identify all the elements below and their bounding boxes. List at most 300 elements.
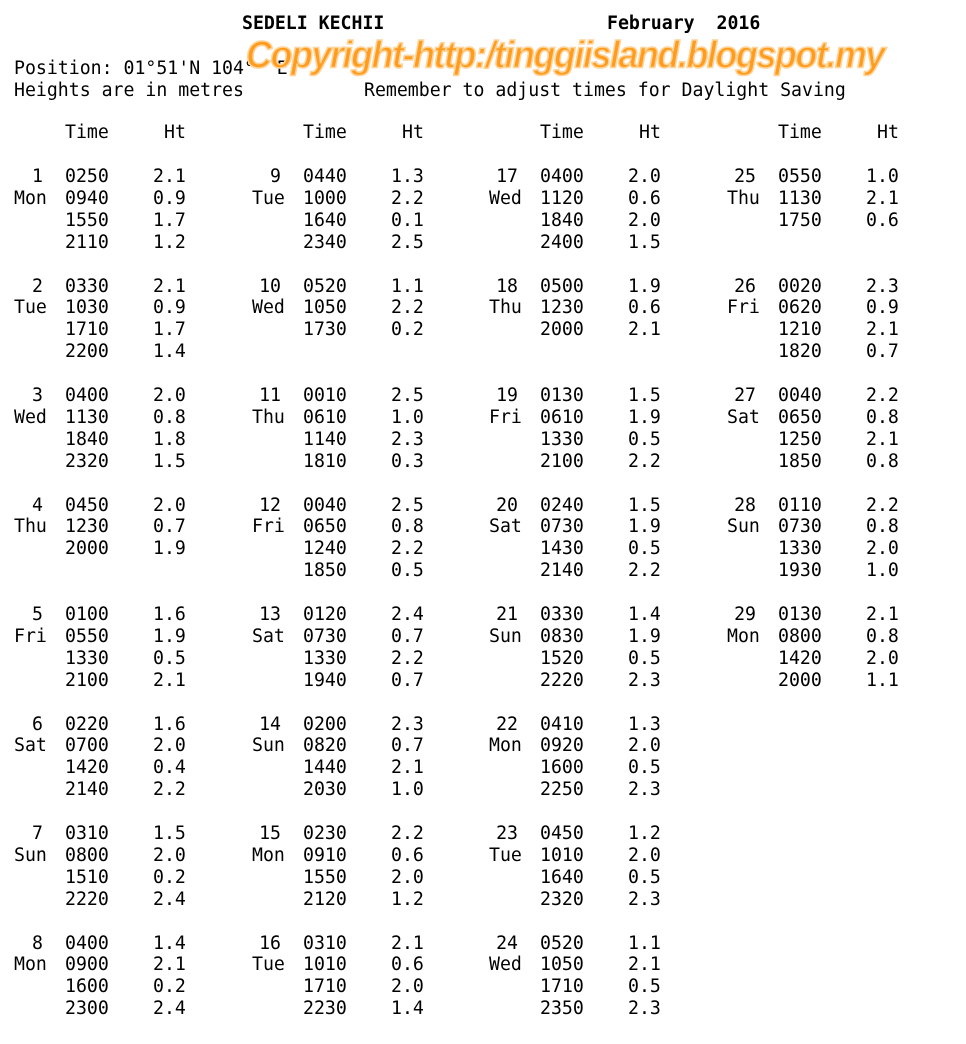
tide-height: 2.0: [391, 866, 424, 888]
column-header-time: Time: [540, 122, 584, 143]
tide-time: 1850: [778, 450, 822, 472]
tide-height: 2.3: [391, 428, 424, 450]
tide-height: 0.5: [628, 647, 661, 669]
tide-time: 1840: [65, 428, 109, 450]
tide-time: 0310: [65, 823, 109, 844]
weekday-label: Sat: [727, 406, 760, 428]
tide-time: 0130: [778, 604, 822, 625]
tide-height: 1.4: [391, 998, 424, 1020]
tide-height: 2.3: [391, 713, 424, 735]
weekday-label: Wed: [14, 406, 47, 428]
tide-height: 1.3: [391, 166, 424, 187]
day-number: 4: [32, 494, 43, 516]
tide-height: 2.0: [153, 494, 186, 516]
day-number: 15: [259, 823, 281, 844]
tide-height: 2.5: [391, 231, 424, 253]
tide-time: 1820: [778, 341, 822, 363]
day-block: [14, 604, 234, 692]
tide-height: 2.1: [153, 954, 186, 976]
tide-time: 2140: [540, 560, 584, 582]
tide-time: 2220: [540, 669, 584, 691]
tide-height: 1.9: [628, 516, 661, 538]
tide-height: 0.8: [866, 406, 899, 428]
tide-time: 1050: [303, 297, 347, 319]
day-number: 1: [32, 166, 43, 187]
tide-height: 2.3: [628, 669, 661, 691]
day-number: 12: [259, 494, 281, 516]
tide-height: 2.2: [153, 779, 186, 801]
tide-time: 0200: [303, 713, 347, 735]
tide-height: 2.1: [866, 428, 899, 450]
weekday-label: Tue: [14, 297, 47, 319]
weekday-label: Tue: [489, 844, 522, 866]
tide-time: 0220: [65, 713, 109, 735]
tide-time: 2110: [65, 231, 109, 253]
day-block: [252, 604, 472, 692]
daylight-saving-note: Remember to adjust times for Daylight Saving: [364, 80, 846, 101]
day-number: 16: [259, 932, 281, 954]
tide-height: 2.0: [628, 209, 661, 231]
day-block: [14, 166, 234, 254]
weekday-label: Sun: [489, 625, 522, 647]
tide-height: 1.9: [153, 625, 186, 647]
weekday-label: Fri: [727, 297, 760, 319]
tide-height: 0.8: [866, 450, 899, 472]
day-block: [489, 495, 709, 583]
tide-height: 0.9: [153, 187, 186, 209]
tide-height: 1.1: [866, 669, 899, 691]
station-name: SEDELI KECHII: [242, 13, 385, 34]
day-block: [727, 166, 947, 254]
tide-height: 2.0: [628, 166, 661, 187]
day-block: [252, 385, 472, 473]
tide-time: 2400: [540, 231, 584, 253]
tide-time: 0330: [65, 275, 109, 297]
tide-time: 0650: [303, 516, 347, 538]
tide-time: 0110: [778, 494, 822, 516]
tide-height: 0.6: [628, 297, 661, 319]
tide-height: 2.1: [153, 669, 186, 691]
day-number: 26: [734, 275, 756, 297]
tide-time: 0520: [540, 932, 584, 954]
day-block: [727, 495, 947, 583]
tide-height: 1.2: [628, 823, 661, 844]
weekday-label: Mon: [14, 187, 47, 209]
tide-height: 2.0: [866, 647, 899, 669]
tide-time: 0450: [65, 494, 109, 516]
tide-height: 0.9: [866, 297, 899, 319]
weekday-label: Sat: [489, 516, 522, 538]
tide-height: 2.0: [153, 735, 186, 757]
weekday-label: Mon: [727, 625, 760, 647]
tide-height: 2.1: [391, 932, 424, 954]
tide-time: 1430: [540, 538, 584, 560]
tide-height: 2.1: [153, 166, 186, 187]
weekday-label: Mon: [489, 735, 522, 757]
tide-height: 2.1: [866, 604, 899, 625]
tide-time: 1550: [65, 209, 109, 231]
tide-time: 0450: [540, 823, 584, 844]
tide-time: 1810: [303, 450, 347, 472]
tide-height: 1.9: [153, 538, 186, 560]
tide-height: 2.3: [628, 998, 661, 1020]
day-number: 21: [496, 604, 518, 625]
tide-time: 0240: [540, 494, 584, 516]
day-block: [489, 604, 709, 692]
weekday-label: Sun: [252, 735, 285, 757]
tide-height: 1.8: [153, 428, 186, 450]
column-header-time: Time: [778, 122, 822, 143]
tide-height: 2.5: [391, 385, 424, 406]
tide-height: 1.4: [153, 932, 186, 954]
tide-height: 2.1: [866, 319, 899, 341]
tide-height: 1.9: [628, 275, 661, 297]
tide-time: 1210: [778, 319, 822, 341]
day-number: 20: [496, 494, 518, 516]
tide-time: 0550: [65, 625, 109, 647]
day-number: 5: [32, 604, 43, 625]
tide-height: 2.0: [153, 385, 186, 406]
tide-height: 0.5: [628, 976, 661, 998]
tide-height: 0.6: [391, 844, 424, 866]
tide-height: 0.7: [153, 516, 186, 538]
tide-time: 0610: [540, 406, 584, 428]
weekday-label: Sun: [727, 516, 760, 538]
tide-time: 1710: [540, 976, 584, 998]
tide-height: 0.3: [391, 450, 424, 472]
tide-height: 0.5: [391, 560, 424, 582]
day-number: 13: [259, 604, 281, 625]
tide-time: 2000: [65, 538, 109, 560]
tide-time: 1520: [540, 647, 584, 669]
tide-height: 1.1: [391, 275, 424, 297]
tide-height: 0.4: [153, 757, 186, 779]
tide-time: 1330: [65, 647, 109, 669]
tide-time: 2220: [65, 888, 109, 910]
day-block: [14, 495, 234, 583]
tide-height: 0.2: [391, 319, 424, 341]
day-number: 18: [496, 275, 518, 297]
tide-height: 1.4: [628, 604, 661, 625]
day-number: 7: [32, 823, 43, 844]
tide-time: 0940: [65, 187, 109, 209]
weekday-label: Thu: [489, 297, 522, 319]
day-number: 28: [734, 494, 756, 516]
day-block: [489, 385, 709, 473]
tide-time: 1140: [303, 428, 347, 450]
tide-time: 1030: [65, 297, 109, 319]
weekday-label: Fri: [252, 516, 285, 538]
tide-time: 0620: [778, 297, 822, 319]
tide-height: 1.0: [866, 560, 899, 582]
tide-time: 0820: [303, 735, 347, 757]
tide-height: 1.7: [153, 319, 186, 341]
day-block: [727, 604, 947, 692]
tide-time: 1330: [303, 647, 347, 669]
tide-time: 0020: [778, 275, 822, 297]
tide-time: 1850: [303, 560, 347, 582]
tide-time: 0800: [778, 625, 822, 647]
tide-time: 0230: [303, 823, 347, 844]
tide-time: 2030: [303, 779, 347, 801]
tide-height: 1.2: [391, 888, 424, 910]
day-number: 29: [734, 604, 756, 625]
tide-time: 0800: [65, 844, 109, 866]
tide-time: 2340: [303, 231, 347, 253]
day-number: 27: [734, 385, 756, 406]
tide-height: 2.2: [628, 560, 661, 582]
tide-time: 1230: [65, 516, 109, 538]
tide-height: 0.6: [391, 954, 424, 976]
month-year: February 2016: [607, 13, 761, 34]
tide-time: 2300: [65, 998, 109, 1020]
day-block: [252, 823, 472, 911]
day-block: [14, 933, 234, 1021]
day-block: [14, 823, 234, 911]
tide-height: 0.7: [866, 341, 899, 363]
tide-time: 2350: [540, 998, 584, 1020]
tide-height: 0.7: [391, 735, 424, 757]
tide-time: 1710: [303, 976, 347, 998]
tide-time: 2000: [778, 669, 822, 691]
tide-height: 2.2: [866, 494, 899, 516]
tide-time: 0920: [540, 735, 584, 757]
tide-time: 0610: [303, 406, 347, 428]
day-number: 2: [32, 275, 43, 297]
tide-time: 0400: [65, 932, 109, 954]
tide-time: 1840: [540, 209, 584, 231]
tide-time: 0550: [778, 166, 822, 187]
tide-time: 1000: [303, 187, 347, 209]
tide-height: 2.2: [391, 187, 424, 209]
weekday-label: Thu: [252, 406, 285, 428]
tide-height: 1.6: [153, 604, 186, 625]
tide-time: 2320: [65, 450, 109, 472]
day-number: 3: [32, 385, 43, 406]
tide-time: 1440: [303, 757, 347, 779]
tide-height: 0.5: [628, 428, 661, 450]
tide-time: 0130: [540, 385, 584, 406]
copyright-watermark: Copyright-http:/tinggiisland.blogspot.my: [246, 32, 884, 76]
tide-time: 0250: [65, 166, 109, 187]
tide-height: 2.3: [628, 888, 661, 910]
tide-height: 1.0: [391, 406, 424, 428]
tide-time: 1550: [303, 866, 347, 888]
day-number: 22: [496, 713, 518, 735]
day-block: [14, 276, 234, 364]
tide-time: 1710: [65, 319, 109, 341]
tide-time: 2120: [303, 888, 347, 910]
tide-time: 1600: [65, 976, 109, 998]
tide-time: 0730: [303, 625, 347, 647]
tide-time: 2140: [65, 779, 109, 801]
tide-time: 1230: [540, 297, 584, 319]
day-number: 23: [496, 823, 518, 844]
tide-time: 1600: [540, 757, 584, 779]
tide-time: 2250: [540, 779, 584, 801]
weekday-label: Sat: [252, 625, 285, 647]
weekday-label: Wed: [489, 954, 522, 976]
tide-time: 1010: [540, 844, 584, 866]
tide-time: 1050: [540, 954, 584, 976]
weekday-label: Wed: [252, 297, 285, 319]
tide-height: 2.2: [391, 823, 424, 844]
tide-height: 2.3: [628, 779, 661, 801]
tide-height: 1.3: [628, 713, 661, 735]
tide-time: 0650: [778, 406, 822, 428]
tide-height: 1.1: [628, 932, 661, 954]
day-number: 19: [496, 385, 518, 406]
tide-height: 2.1: [866, 187, 899, 209]
tide-time: 1640: [540, 866, 584, 888]
tide-height: 1.9: [628, 406, 661, 428]
tide-height: 0.7: [391, 625, 424, 647]
tide-height: 0.7: [391, 669, 424, 691]
tide-time: 1250: [778, 428, 822, 450]
tide-height: 2.2: [866, 385, 899, 406]
weekday-label: Mon: [252, 844, 285, 866]
column-header-height: Ht: [877, 122, 899, 143]
weekday-label: Fri: [489, 406, 522, 428]
tide-height: 0.6: [628, 187, 661, 209]
heights-note: Heights are in metres: [14, 80, 244, 101]
tide-height: 2.1: [628, 319, 661, 341]
day-block: [489, 714, 709, 802]
tide-height: 0.9: [153, 297, 186, 319]
tide-time: 1750: [778, 209, 822, 231]
day-block: [252, 933, 472, 1021]
tide-height: 2.3: [866, 275, 899, 297]
tide-time: 1130: [65, 406, 109, 428]
tide-time: 2100: [65, 669, 109, 691]
tide-time: 1010: [303, 954, 347, 976]
day-block: [252, 495, 472, 583]
tide-height: 2.2: [628, 450, 661, 472]
day-number: 17: [496, 166, 518, 187]
tide-height: 2.2: [391, 538, 424, 560]
weekday-label: Sat: [14, 735, 47, 757]
day-block: [727, 385, 947, 473]
tide-time: 1730: [303, 319, 347, 341]
tide-height: 0.6: [866, 209, 899, 231]
day-number: 6: [32, 713, 43, 735]
weekday-label: Fri: [14, 625, 47, 647]
tide-time: 1940: [303, 669, 347, 691]
tide-height: 1.2: [153, 231, 186, 253]
tide-height: 0.8: [866, 516, 899, 538]
tide-time: 2320: [540, 888, 584, 910]
tide-height: 1.9: [628, 625, 661, 647]
tide-height: 0.5: [628, 538, 661, 560]
tide-time: 0400: [540, 166, 584, 187]
tide-time: 0120: [303, 604, 347, 625]
tide-height: 2.0: [153, 844, 186, 866]
day-number: 14: [259, 713, 281, 735]
tide-time: 0730: [540, 516, 584, 538]
day-number: 10: [259, 275, 281, 297]
day-block: [252, 276, 472, 364]
tide-height: 0.5: [628, 757, 661, 779]
tide-height: 2.4: [153, 998, 186, 1020]
tide-height: 2.0: [628, 735, 661, 757]
tide-time: 2100: [540, 450, 584, 472]
tide-time: 0910: [303, 844, 347, 866]
tide-height: 0.8: [391, 516, 424, 538]
day-block: [14, 385, 234, 473]
tide-time: 0310: [303, 932, 347, 954]
tide-time: 0900: [65, 954, 109, 976]
tide-height: 1.5: [628, 385, 661, 406]
column-header-height: Ht: [639, 122, 661, 143]
tide-height: 1.5: [153, 450, 186, 472]
tide-height: 0.5: [628, 866, 661, 888]
tide-time: 1330: [540, 428, 584, 450]
tide-height: 0.8: [153, 406, 186, 428]
tide-time: 0010: [303, 385, 347, 406]
day-block: [14, 714, 234, 802]
tide-time: 2200: [65, 341, 109, 363]
weekday-label: Sun: [14, 844, 47, 866]
day-number: 9: [270, 166, 281, 187]
tide-time: 0100: [65, 604, 109, 625]
weekday-label: Tue: [252, 954, 285, 976]
weekday-label: Thu: [14, 516, 47, 538]
tide-height: 1.0: [391, 779, 424, 801]
tide-time: 0410: [540, 713, 584, 735]
tide-height: 2.2: [391, 647, 424, 669]
day-number: 25: [734, 166, 756, 187]
tide-time: 1510: [65, 866, 109, 888]
weekday-label: Thu: [727, 187, 760, 209]
tide-time: 2230: [303, 998, 347, 1020]
tide-time: 1330: [778, 538, 822, 560]
tide-height: 0.2: [153, 976, 186, 998]
tide-time: 0730: [778, 516, 822, 538]
tide-height: 1.0: [866, 166, 899, 187]
day-block: [727, 276, 947, 364]
tide-time: 1640: [303, 209, 347, 231]
tide-height: 2.4: [391, 604, 424, 625]
weekday-label: Tue: [252, 187, 285, 209]
tide-height: 0.1: [391, 209, 424, 231]
tide-time: 0440: [303, 166, 347, 187]
tide-height: 2.4: [153, 888, 186, 910]
column-header-time: Time: [303, 122, 347, 143]
position-text: Position: 01°51'N 104° E: [14, 58, 288, 79]
tide-height: 2.1: [628, 954, 661, 976]
tide-time: 1240: [303, 538, 347, 560]
tide-time: 1420: [65, 757, 109, 779]
column-header-time: Time: [65, 122, 109, 143]
weekday-label: Mon: [14, 954, 47, 976]
tide-time: 0520: [303, 275, 347, 297]
tide-height: 1.5: [628, 231, 661, 253]
day-block: [489, 276, 709, 364]
tide-height: 1.4: [153, 341, 186, 363]
tide-time: 1930: [778, 560, 822, 582]
day-block: [252, 714, 472, 802]
tide-time: 0830: [540, 625, 584, 647]
weekday-label: Wed: [489, 187, 522, 209]
day-block: [252, 166, 472, 254]
tide-time: 0500: [540, 275, 584, 297]
tide-time: 0700: [65, 735, 109, 757]
tide-height: 0.2: [153, 866, 186, 888]
day-block: [489, 823, 709, 911]
day-block: [489, 933, 709, 1021]
tide-time: 0330: [540, 604, 584, 625]
tide-height: 2.5: [391, 494, 424, 516]
